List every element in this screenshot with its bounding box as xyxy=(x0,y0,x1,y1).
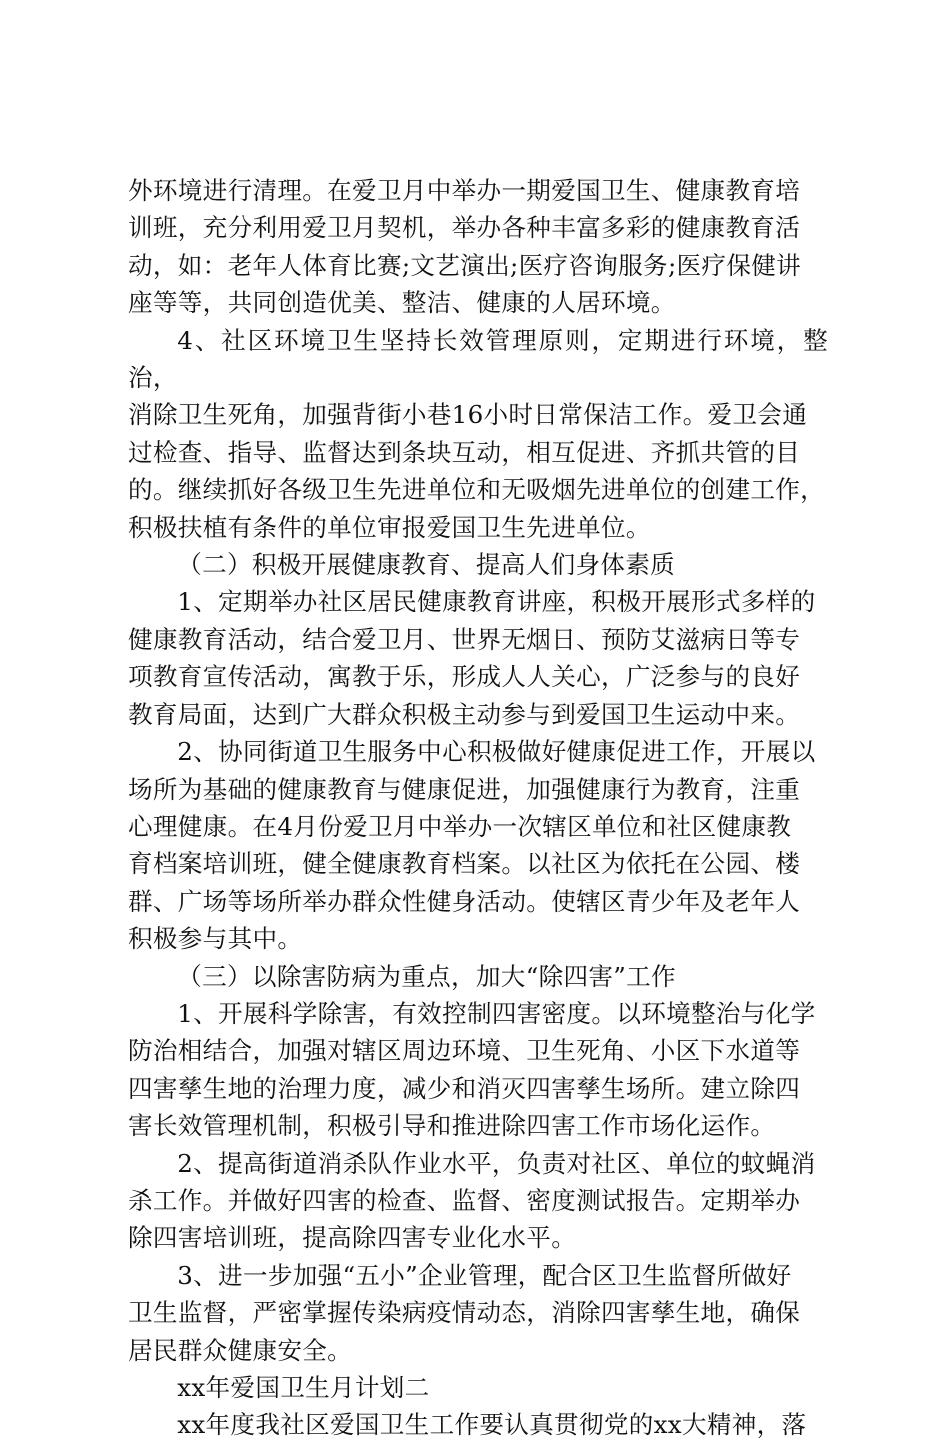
paragraph xyxy=(128,995,828,1145)
text-line: 动，如：老年人体育比赛;文艺演出;医疗咨询服务;医疗保健讲 xyxy=(128,250,801,280)
text-line: 居民群众健康安全。 xyxy=(128,1335,353,1365)
paragraph xyxy=(128,733,828,957)
text-line: 3、进一步加强“五小”企业管理，配合区卫生监督所做好 xyxy=(177,1260,792,1290)
text-line: 4、社区环境卫生坚持长效管理原则，定期进行环境，整治， xyxy=(128,325,828,393)
text-line: 育档案培训班，健全健康教育档案。以社区为依托在公园、楼 xyxy=(128,849,801,879)
text-line: 场所为基础的健康教育与健康促进，加强健康行为教育，注重 xyxy=(128,774,801,804)
text-line: 1、定期举办社区居民健康教育讲座，积极开展形式多样的 xyxy=(177,587,816,617)
text-line: 害长效管理机制，积极引导和推进除四害工作市场化运作。 xyxy=(128,1111,776,1141)
section-heading xyxy=(128,546,828,583)
section-heading xyxy=(128,1369,828,1406)
paragraph xyxy=(128,1406,828,1443)
text-line: 过检查、指导、监督达到条块互动，相互促进、齐抓共管的目 xyxy=(128,437,801,467)
text-line: 2、提高街道消杀队作业水平，负责对社区、单位的蚊蝇消 xyxy=(177,1148,816,1178)
text-line: 积极参与其中。 xyxy=(128,924,303,954)
text-line: 2、协同街道卫生服务中心积极做好健康促进工作，开展以 xyxy=(177,737,816,767)
text-line: 杀工作。并做好四害的检查、监督、密度测试报告。定期举办 xyxy=(128,1185,801,1215)
paragraph xyxy=(128,583,828,733)
paragraph xyxy=(128,1257,828,1369)
text-line: 教育局面，达到广大群众积极主动参与到爱国卫生运动中来。 xyxy=(128,699,801,729)
text-line: （三）以除害防病为重点，加大“除四害”工作 xyxy=(177,961,676,991)
text-line: 外环境进行清理。在爱卫月中举办一期爱国卫生、健康教育培 xyxy=(128,176,801,205)
text-line: 消除卫生死角，加强背街小巷16小时日常保洁工作。爱卫会通 xyxy=(128,400,808,430)
text-line: xx年爱国卫生月计划二 xyxy=(177,1373,430,1402)
text-line: 1、开展科学除害，有效控制四害密度。以环境整治与化学 xyxy=(177,998,816,1028)
text-line: 项教育宣传活动，寓教于乐，形成人人关心，广泛参与的良好 xyxy=(128,662,801,692)
text-line: 健康教育活动，结合爱卫月、世界无烟日、预防艾滋病日等专 xyxy=(128,624,801,654)
text-line: 的。继续抓好各级卫生先进单位和无吸烟先进单位的创建工作， xyxy=(128,475,826,505)
text-line: xx年度我社区爱国卫生工作要认真贯彻党的xx大精神，落 xyxy=(177,1410,807,1440)
text-line: 积极扶植有条件的单位审报爱国卫生先进单位。 xyxy=(128,512,651,542)
text-line: （二）积极开展健康教育、提高人们身体素质 xyxy=(177,550,676,580)
section-heading xyxy=(128,958,828,995)
paragraph xyxy=(128,172,828,322)
text-line: 卫生监督，严密掌握传染病疫情动态，消除四害孳生地，确保 xyxy=(128,1298,801,1328)
paragraph xyxy=(128,322,828,546)
text-line: 座等等，共同创造优美、整洁、健康的人居环境。 xyxy=(128,288,676,318)
text-line: 除四害培训班，提高除四害专业化水平。 xyxy=(128,1223,577,1253)
text-line: 心理健康。在4月份爱卫月中举办一次辖区单位和社区健康教 xyxy=(128,811,792,841)
document-body xyxy=(128,172,828,1444)
text-line: 群、广场等场所举办群众性健身活动。使辖区青少年及老年人 xyxy=(128,886,801,916)
text-line: 四害孳生地的治理力度，减少和消灭四害孳生场所。建立除四 xyxy=(128,1073,801,1103)
paragraph xyxy=(128,1145,828,1257)
text-line: 防治相结合，加强对辖区周边环境、卫生死角、小区下水道等 xyxy=(128,1036,801,1066)
text-line: 训班，充分利用爱卫月契机，举办各种丰富多彩的健康教育活 xyxy=(128,213,801,243)
